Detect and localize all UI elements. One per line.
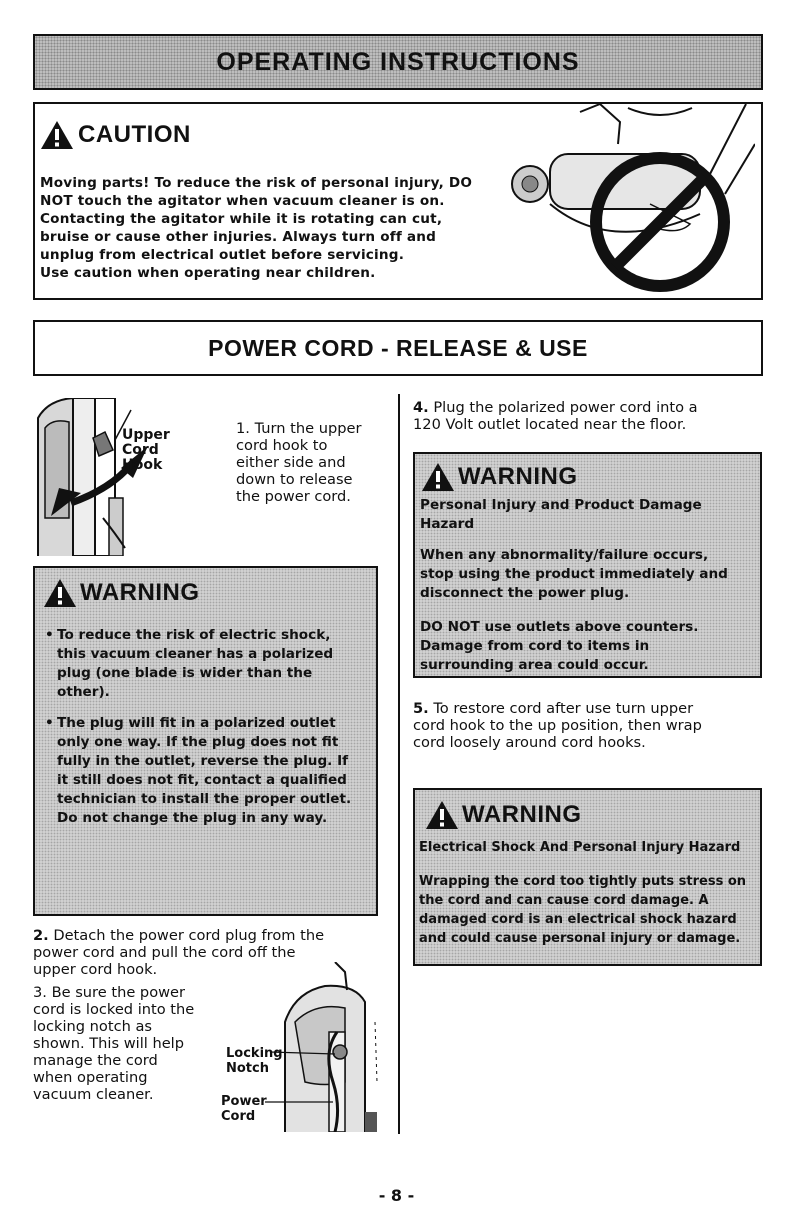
caution-box <box>33 102 763 300</box>
caution-header <box>40 120 191 150</box>
warning-subhead: Electrical Shock And Personal Injury Hazard <box>419 840 741 855</box>
page-number: - 8 - <box>378 1186 415 1205</box>
step-2-number: 2. <box>33 927 49 944</box>
warning-bullet-2: • The plug will fit in a polarized outlet only one way. If the plug does not fit fully in the outlet, reverse the plug. If it still does not fit, contact a qualified technician to install the proper outlet. Do not change the plug in any way. <box>45 714 373 828</box>
warning-label: WARNING <box>462 801 582 828</box>
warning-triangle-icon <box>43 578 77 608</box>
warning-label: WARNING <box>80 579 200 606</box>
caution-label: CAUTION <box>78 121 191 148</box>
caution-text: Moving parts! To reduce the risk of personal injury, DO NOT touch the agitator when vacuum cleaner is on. Contacting the agitator while it is rotating can cut, bruise or cause other injuries. Always turn off and unplug from electrical outlet before servicing. Use caution when operating near children. <box>40 175 473 281</box>
warning-triangle-icon <box>40 120 74 150</box>
warning-subhead: Personal Injury and Product Damage Hazard <box>420 497 702 532</box>
step-1-text: 1. Turn the upper cord hook to either side and down to release the power cord. <box>236 420 362 505</box>
section-banner <box>33 34 763 90</box>
step-4-number: 4. <box>413 399 429 416</box>
upper-cord-hook-illustration <box>33 398 223 556</box>
agitator-prohibited-illustration <box>510 104 755 296</box>
step-5-text <box>413 700 702 751</box>
warning-triangle-icon <box>425 800 459 830</box>
step-5-body: To restore cord after use turn upper cord hook to the up position, then wrap cord loosely around cord hooks. <box>413 700 702 751</box>
warning-para-1: When any abnormality/failure occurs, stop using the product immediately and disconnect the power plug. <box>420 547 728 601</box>
step-5-number: 5. <box>413 700 429 717</box>
step-3-text: 3. Be sure the power cord is locked into the locking notch as shown. This will help manage the cord when operating vacuum cleaner. <box>33 984 195 1103</box>
warning-bullet-1: • To reduce the risk of electric shock, this vacuum cleaner has a polarized plug (one blade is wider than the other). <box>45 626 373 702</box>
warning-header <box>421 462 578 492</box>
column-divider <box>398 394 400 1134</box>
locking-notch-illustration <box>225 962 395 1132</box>
warning-para: Wrapping the cord too tightly puts stress on the cord and can cause cord damage. A damaged cord is an electrical shock hazard and could cause personal injury or damage. <box>419 874 747 946</box>
warning-header <box>43 578 200 608</box>
page-title: OPERATING INSTRUCTIONS <box>216 47 580 76</box>
warning-header <box>425 800 582 830</box>
warning-label: WARNING <box>458 463 578 490</box>
callout-power-cord: Power Cord <box>221 1094 267 1124</box>
section-title: POWER CORD - RELEASE & USE <box>208 334 588 361</box>
callout-upper-cord-hook: Upper Cord Hook <box>122 427 170 473</box>
warning-box-electrical-shock <box>413 788 762 966</box>
section-title-bar <box>33 320 763 376</box>
step-4-body: Plug the polarized power cord into a 120 Volt outlet located near the floor. <box>413 399 698 433</box>
warning-triangle-icon <box>421 462 455 492</box>
warning-para-2: DO NOT use outlets above counters. Damage from cord to items in surrounding area could occur. <box>420 619 699 673</box>
step-4-text <box>413 399 698 433</box>
warning-box-product-damage <box>413 452 762 678</box>
callout-locking-notch: Locking Notch <box>226 1046 283 1076</box>
warning-box-electric-shock <box>33 566 378 916</box>
step-2-body: Detach the power cord plug from the power cord and pull the cord off the upper cord hook. <box>33 927 325 978</box>
